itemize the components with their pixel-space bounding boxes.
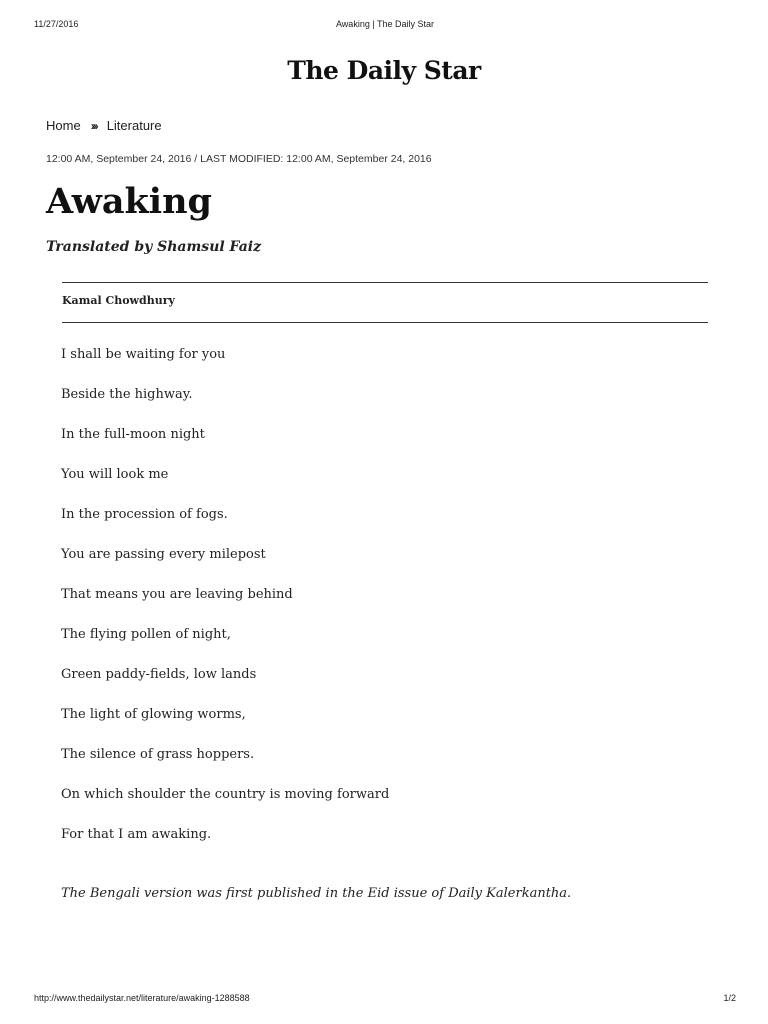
print-page-number: 1/2 (723, 993, 736, 1003)
breadcrumb (46, 118, 162, 133)
poem-line: You will look me (61, 467, 169, 482)
publication-note: The Bengali version was first published in the Eid issue of Daily Kalerkantha. (61, 886, 572, 901)
print-url: http://www.thedailystar.net/literature/awaking-1288588 (34, 993, 250, 1003)
author-divider-top (62, 282, 708, 283)
poem-line: I shall be waiting for you (61, 347, 226, 362)
breadcrumb-home-link[interactable]: Home (46, 118, 81, 133)
poem-line: The light of glowing worms, (61, 707, 246, 722)
print-page-title: Awaking | The Daily Star (335, 19, 435, 29)
poem-line: For that I am awaking. (61, 827, 212, 842)
poem-body (61, 344, 389, 864)
print-footer (34, 993, 736, 1005)
poem-line: You are passing every milepost (61, 547, 266, 562)
article-dateline: 12:00 AM, September 24, 2016 / LAST MODIFIED: 12:00 AM, September 24, 2016 (46, 153, 432, 165)
double-chevron-right-icon: ››› (90, 118, 97, 133)
print-header (34, 19, 736, 31)
author-name[interactable]: Kamal Chowdhury (62, 294, 175, 307)
poem-line: The flying pollen of night, (61, 627, 231, 642)
article-subtitle: Translated by Shamsul Faiz (46, 239, 262, 255)
print-date: 11/27/2016 (34, 19, 79, 29)
poem-line: Green paddy-fields, low lands (61, 667, 257, 682)
poem-line: In the procession of fogs. (61, 507, 228, 522)
poem-line: The silence of grass hoppers. (61, 747, 255, 762)
author-divider-bottom (62, 322, 708, 323)
site-logo[interactable]: The Daily Star (287, 56, 481, 85)
poem-line: That means you are leaving behind (61, 587, 293, 602)
breadcrumb-literature-link[interactable]: Literature (106, 118, 162, 133)
poem-line: On which shoulder the country is moving forward (61, 787, 390, 802)
poem-line: Beside the highway. (61, 387, 193, 402)
article-title: Awaking (46, 181, 213, 222)
poem-line: In the full-moon night (61, 427, 205, 442)
